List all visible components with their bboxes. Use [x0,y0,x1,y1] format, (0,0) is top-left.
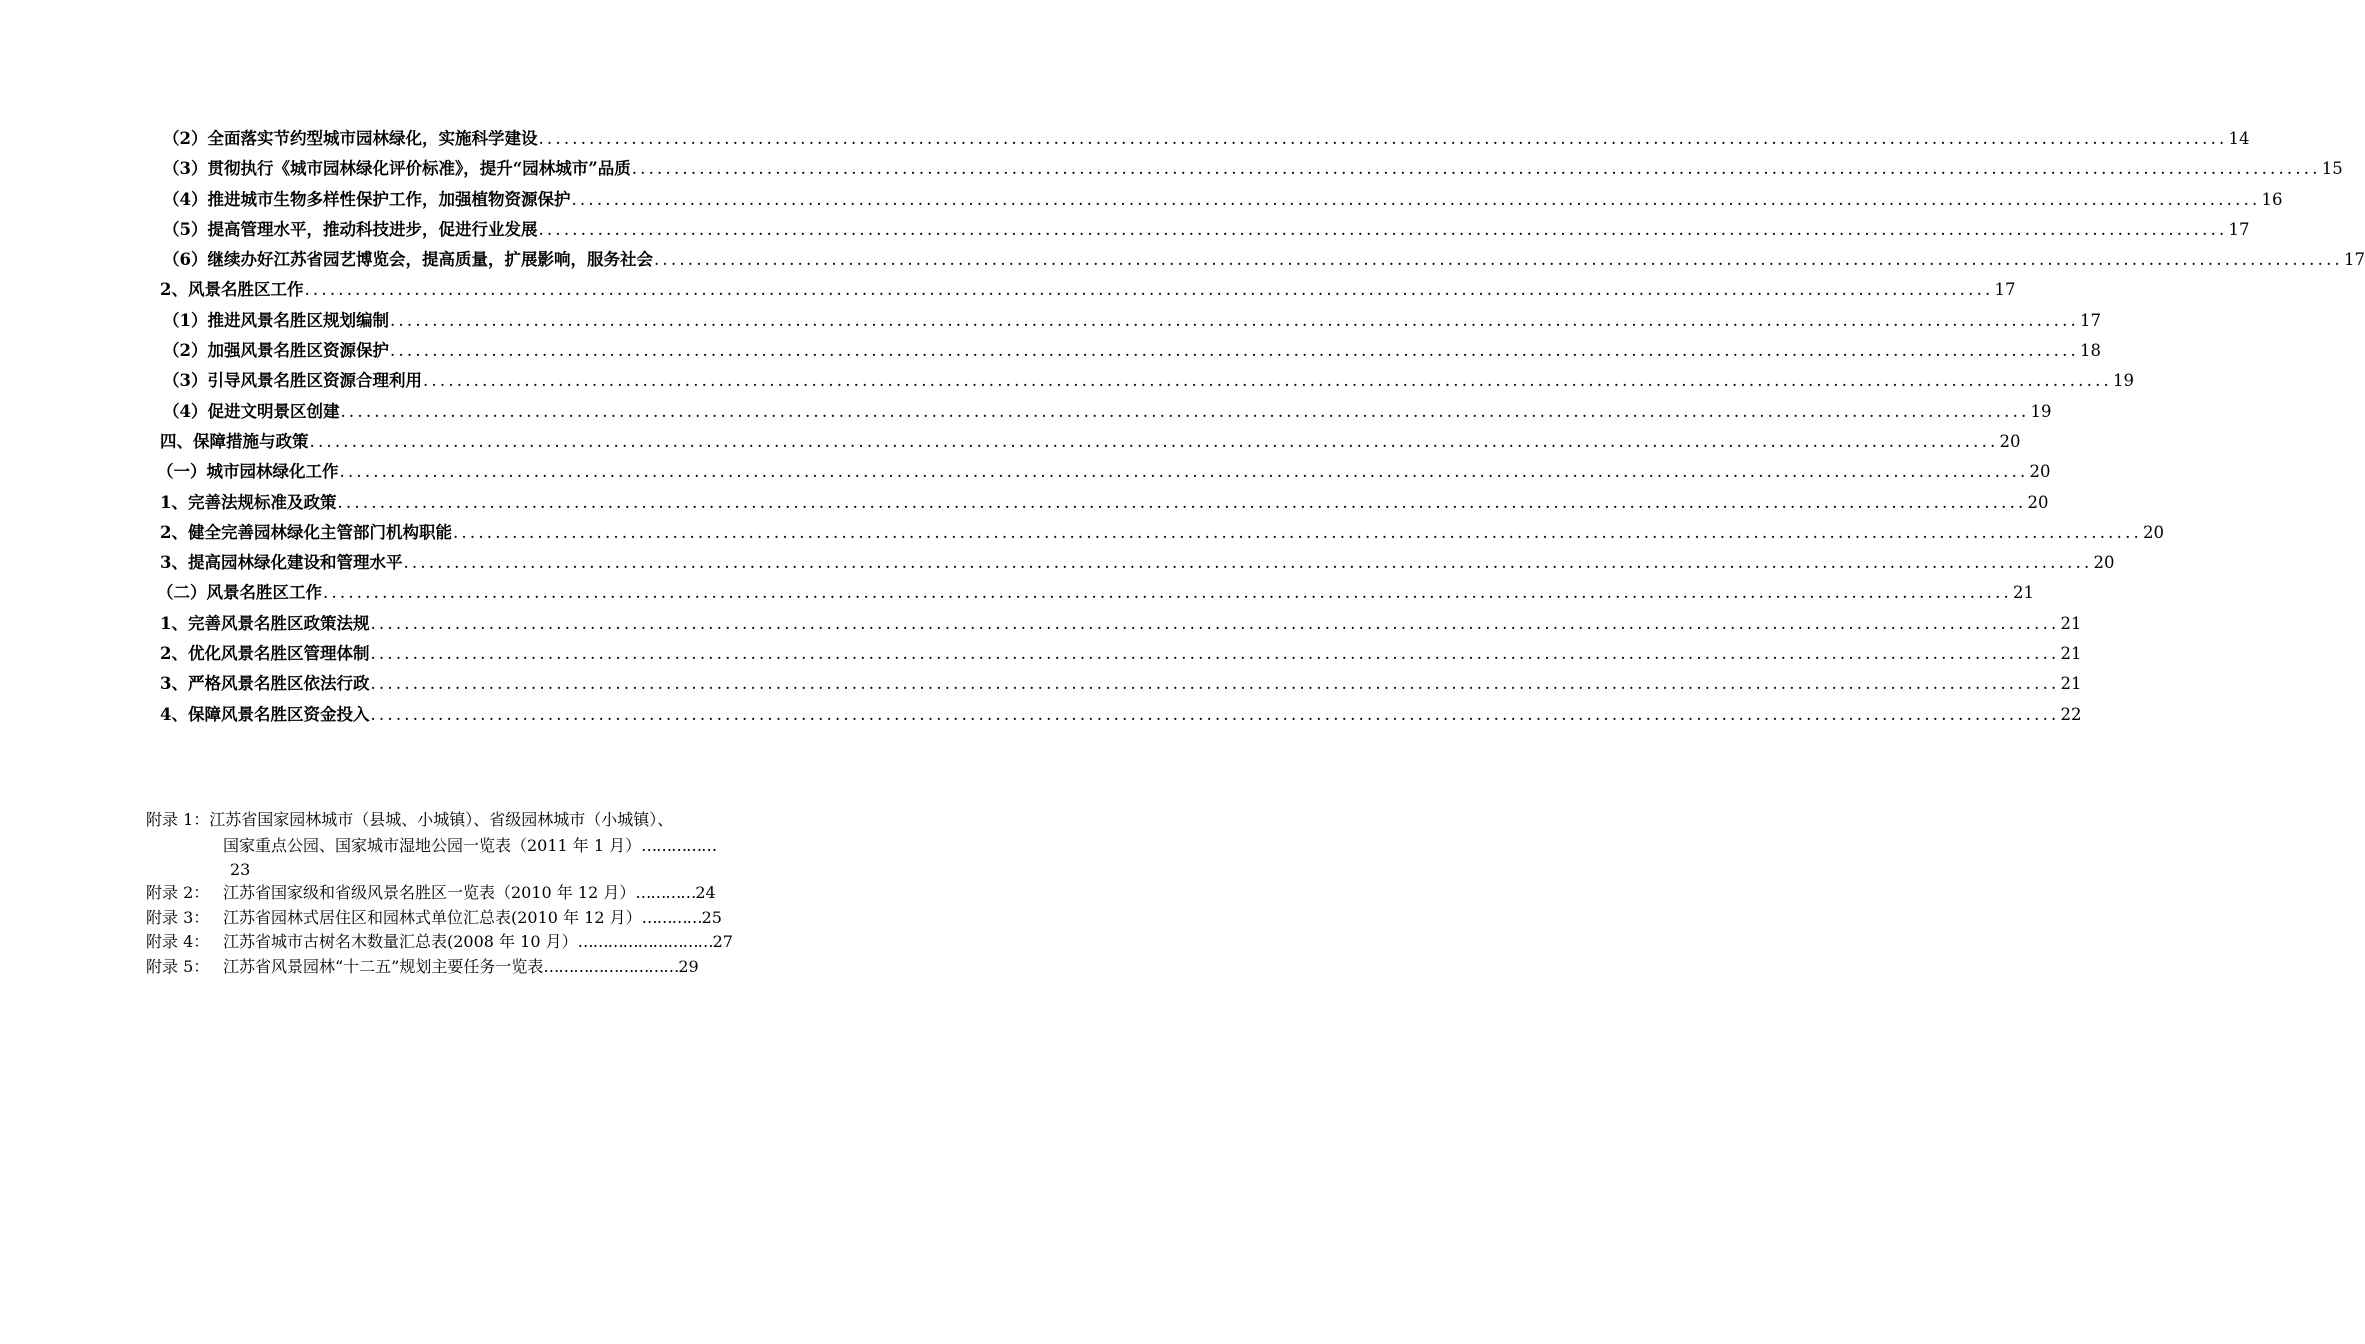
toc-page-number: 19 [2030,401,2052,421]
toc-page-number: 19 [2112,371,2134,391]
toc-entry[interactable] [0,154,2343,184]
toc-leader-dots: ........................................................................................................................................................................................................ [340,401,2030,421]
toc-entry-title: 1、完善风景名胜区政策法规 [160,613,370,633]
appendix-1-text-line2: 国家重点公园、国家城市湿地公园一览表（2011 年 1 月） [223,836,642,855]
toc-entry[interactable] [0,669,2082,699]
toc-entry[interactable] [0,700,2082,730]
toc-leader-dots: ........................................................................................................................................................................................................ [653,250,2343,270]
toc-page-number: 18 [2079,341,2101,361]
toc-page-number: 21 [2012,583,2034,603]
appendix-leader-dots: ……………………… [543,956,679,976]
appendix-page-number: 24 [695,883,716,902]
toc-leader-dots: ........................................................................................................................................................................................................ [370,704,2060,724]
toc-entry[interactable] [0,215,2250,245]
toc-entry-title: （一）城市园林绿化工作 [157,462,339,482]
toc-entry-title: 2、优化风景名胜区管理体制 [160,644,370,664]
toc-page-number: 14 [2228,129,2250,148]
appendix-item-1 [146,808,826,881]
toc-page-number: 21 [2060,674,2082,694]
appendix-1-text-line1: 江苏省国家园林城市（县城、小城镇）、省级园林城市（小城镇）、 [209,810,674,829]
toc-page-number: 20 [2093,553,2115,573]
toc-entry[interactable] [0,518,2164,548]
toc-leader-dots: ........................................................................................................................................................................................................ [422,371,2112,391]
toc-entry[interactable] [0,457,2051,487]
toc-entry[interactable] [0,336,2101,366]
toc-page-number: 17 [1994,280,2016,300]
toc-leader-dots: ........................................................................................................................................................................................................ [370,674,2060,694]
toc-entry-title: 2、风景名胜区工作 [160,280,304,300]
toc-page-number: 16 [2261,189,2283,209]
appendix-1-line2 [223,834,716,859]
toc-entry-title: （3）贯彻执行《城市园林绿化评价标准》，提升“园林城市”品质 [163,159,631,179]
appendix-label: 附录 5： [146,956,210,976]
toc-entry-title: （4）促进文明景区创建 [163,401,340,421]
toc-leader-dots: ........................................................................................................................................................................................................ [370,613,2060,633]
toc-entry-title: 1、完善法规标准及政策 [160,492,337,512]
appendix-item[interactable] [146,930,826,955]
toc-entry[interactable] [0,427,2021,457]
toc-page-number: 17 [2228,219,2250,239]
toc-entry[interactable] [0,366,2134,396]
toc-entry[interactable] [0,275,2016,305]
toc-page-number: 21 [2060,613,2082,633]
appendix-text: 江苏省国家级和省级风景名胜区一览表（2010 年 12 月） [223,883,636,902]
appendix-item[interactable] [146,881,826,906]
toc-leader-dots: ........................................................................................................................................................................................................ [403,553,2093,573]
toc-leader-dots: ........................................................................................................................................................................................................ [337,492,2027,512]
toc-entry-title: （5）提高管理水平，推动科技进步，促进行业发展 [163,219,538,239]
appendix-label: 附录 4： [146,932,210,951]
toc-leader-dots: ........................................................................................................................................................................................................ [370,644,2060,664]
toc-entry-title: （1）推进风景名胜区规划编制 [163,310,389,330]
appendix-text: 江苏省城市古树名木数量汇总表(2008 年 10 月） [223,932,578,951]
appendix-content [223,906,722,931]
toc-entry-title: （2）全面落实节约型城市园林绿化，实施科学建设 [163,129,538,148]
toc-entry-title: 3、严格风景名胜区依法行政 [160,674,370,694]
appendix-item[interactable] [146,906,826,931]
toc-entry[interactable] [0,306,2101,336]
appendix-leader-dots: ………… [635,883,696,902]
toc-leader-dots: ........................................................................................................................................................................................................ [538,219,2228,239]
appendix-label: 附录 3： [146,907,210,927]
appendix-page-number: 25 [701,907,722,927]
toc-entry-title: 2、健全完善园林绿化主管部门机构职能 [160,522,452,542]
toc-entry-title: （2）加强风景名胜区资源保护 [163,341,389,361]
toc-entry[interactable] [0,185,2283,215]
toc-page-number: 20 [2029,462,2051,482]
appendix-page-number: 29 [678,956,699,976]
toc-entry-title: （3）引导风景名胜区资源合理利用 [163,371,422,391]
toc-leader-dots: ........................................................................................................................................................................................................ [323,583,2012,603]
appendix-leader-dots: ……………………… [577,932,713,951]
appendix-1-leader-dots: …………… [641,836,717,855]
appendix-item[interactable] [146,955,826,980]
toc-leader-dots: ........................................................................................................................................................................................................ [304,280,1994,300]
appendix-rows [146,881,826,979]
toc-page-number: 17 [2079,310,2101,330]
toc-entry-title: 4、保障风景名胜区资金投入 [160,704,370,724]
toc-leader-dots: ........................................................................................................................................................................................................ [452,522,2142,542]
toc-page-number: 20 [2027,492,2049,512]
toc-entry[interactable] [0,639,2082,669]
appendix-leader-dots: ………… [641,907,702,927]
toc-entry-title: （二）风景名胜区工作 [157,583,322,603]
toc-entry[interactable] [0,397,2052,427]
toc-page-number: 20 [1999,431,2021,451]
toc-entry[interactable] [0,245,2365,275]
toc-entry-title: （4）推进城市生物多样性保护工作，加强植物资源保护 [163,189,571,209]
toc-page-number: 22 [2060,704,2082,724]
toc-entry[interactable] [0,578,2034,608]
toc-entry[interactable] [0,609,2082,639]
toc-leader-dots: ........................................................................................................................................................................................................ [309,431,1999,451]
appendix-list [146,808,826,979]
toc-entry-title: （6）继续办好江苏省园艺博览会，提高质量，扩展影响，服务社会 [163,250,653,270]
toc-page-number: 17 [2343,250,2365,270]
appendix-content [223,930,733,955]
appendix-1-page-number: 23 [230,860,251,879]
appendix-text: 江苏省园林式居住区和园林式单位汇总表(2010 年 12 月） [223,907,642,927]
appendix-text: 江苏省风景园林“十二五”规划主要任务一览表 [223,956,544,976]
appendix-content [223,881,716,906]
appendix-1-label: 附录 1： [146,810,210,829]
toc-leader-dots: ........................................................................................................................................................................................................ [571,189,2261,209]
toc-entry-title: 3、提高园林绿化建设和管理水平 [160,553,403,573]
toc-leader-dots: ........................................................................................................................................................................................................ [389,341,2079,361]
toc-leader-dots: ........................................................................................................................................................................................................ [631,159,2321,179]
toc-entry[interactable] [0,124,2250,154]
toc-page-number: 21 [2060,644,2082,664]
toc-page-number: 20 [2142,522,2164,542]
appendix-1-line1 [146,808,673,833]
toc-leader-dots: ........................................................................................................................................................................................................ [538,129,2228,148]
toc-entry-title: 四、保障措施与政策 [160,431,309,451]
toc-page-number: 15 [2321,159,2343,179]
table-of-contents [0,124,2365,730]
appendix-label: 附录 2： [146,883,210,902]
toc-entry[interactable] [0,488,2049,518]
toc-leader-dots: ........................................................................................................................................................................................................ [339,462,2029,482]
toc-leader-dots: ........................................................................................................................................................................................................ [389,310,2079,330]
appendix-page-number: 27 [712,932,733,951]
toc-entry[interactable] [0,548,2115,578]
appendix-content [223,955,699,980]
